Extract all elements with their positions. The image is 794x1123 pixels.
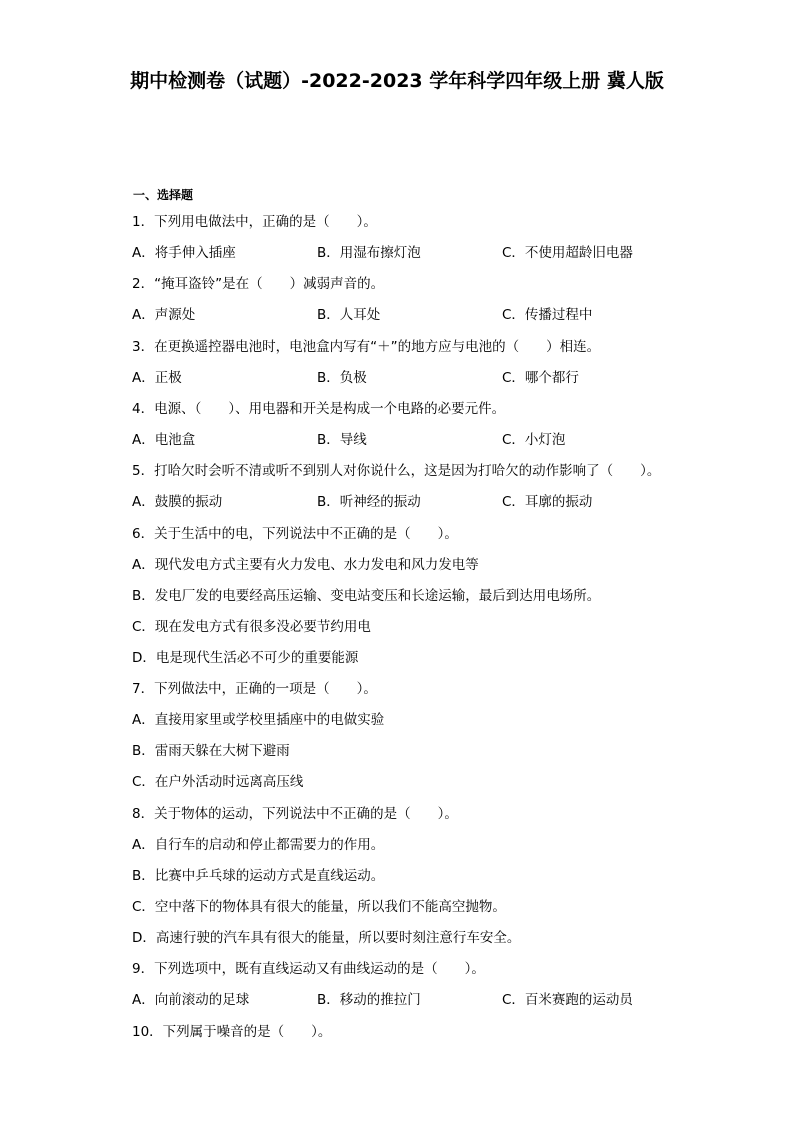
option-a: A．自行车的启动和停止都需要力的作用。	[132, 837, 385, 853]
option-c: C．传播过程中	[502, 307, 593, 323]
option-b: B．比赛中乒乓球的运动方式是直线运动。	[132, 868, 385, 884]
option-a: A．向前滚动的足球	[132, 992, 250, 1008]
option-a: A．鼓膜的振动	[132, 494, 223, 510]
question-stem: 2．“掩耳盗铃”是在（ ）减弱声音的。	[132, 276, 385, 292]
option-b: B．听神经的振动	[317, 494, 421, 510]
option-b: B．人耳处	[317, 307, 381, 323]
option-a: A．直接用家里或学校里插座中的电做实验	[132, 712, 385, 728]
option-a: A．电池盒	[132, 432, 196, 448]
option-c: C．小灯泡	[502, 432, 566, 448]
option-c: C．现在发电方式有很多没必要节约用电	[132, 619, 371, 635]
option-b: B．负极	[317, 370, 367, 386]
question-stem: 8．关于物体的运动，下列说法中不正确的是（ ）。	[132, 806, 458, 822]
option-c: C．在户外活动时远离高压线	[132, 774, 304, 790]
option-b: B．雷雨天躲在大树下避雨	[132, 743, 290, 759]
page-title: 期中检测卷（试题）-2022-2023 学年科学四年级上册 冀人版	[130, 70, 664, 92]
question-stem: 4．电源、（ ）、用电器和开关是构成一个电路的必要元件。	[132, 401, 506, 417]
option-a: A．将手伸入插座	[132, 245, 236, 261]
option-a: A．声源处	[132, 307, 196, 323]
question-stem: 9．下列选项中，既有直线运动又有曲线运动的是（ ）。	[132, 961, 485, 977]
section-heading: 一、选择题	[133, 188, 194, 202]
option-a: A．正极	[132, 370, 182, 386]
question-stem: 1．下列用电做法中，正确的是（ ）。	[132, 214, 377, 230]
option-b: B．导线	[317, 432, 367, 448]
option-c: C．空中落下的物体具有很大的能量，所以我们不能高空抛物。	[132, 899, 506, 915]
option-d: D．高速行驶的汽车具有很大的能量，所以要时刻注意行车安全。	[132, 930, 521, 946]
option-b: B．移动的推拉门	[317, 992, 421, 1008]
option-c: C．不使用超龄旧电器	[502, 245, 633, 261]
question-stem: 3．在更换遥控器电池时，电池盒内写有“＋”的地方应与电池的（ ）相连。	[132, 339, 601, 355]
question-stem: 6．关于生活中的电，下列说法中不正确的是（ ）。	[132, 526, 458, 542]
option-b: B．发电厂发的电要经高压运输、变电站变压和长途运输，最后到达用电场所。	[132, 588, 601, 604]
question-stem: 10．下列属于噪音的是（ ）。	[132, 1024, 332, 1040]
option-c: C．百米赛跑的运动员	[502, 992, 633, 1008]
question-stem: 7．下列做法中，正确的一项是（ ）。	[132, 681, 377, 697]
option-c: C．耳廓的振动	[502, 494, 593, 510]
option-b: B．用湿布擦灯泡	[317, 245, 421, 261]
option-d: D．电是现代生活必不可少的重要能源	[132, 650, 359, 666]
option-c: C．哪个都行	[502, 370, 579, 386]
option-a: A．现代发电方式主要有火力发电、水力发电和风力发电等	[132, 557, 479, 573]
question-stem: 5．打哈欠时会听不清或听不到别人对你说什么，这是因为打哈欠的动作影响了（ ）。	[132, 463, 661, 479]
